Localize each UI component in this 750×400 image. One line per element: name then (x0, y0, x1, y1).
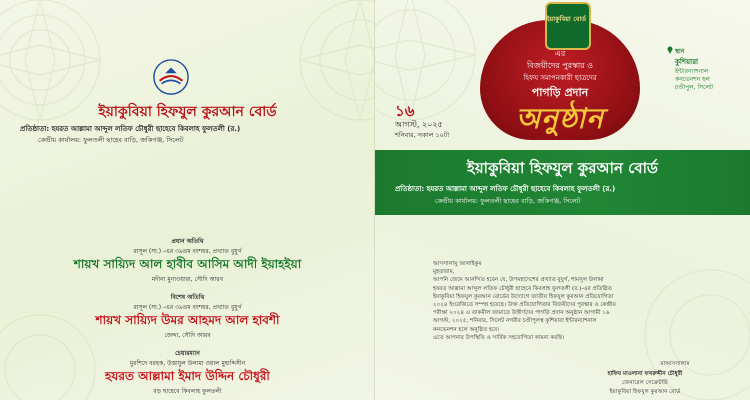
guest-prefix: রাসূল (সা.) -এর ৩৯তম বংশধর, প্রখ্যাত বুযুর্গ (133, 248, 242, 255)
letter-line: হযরত আল্লামা আব্দুল লতিফ চৌধুরী ছাহেবে কিবলাহ ফুলতলী (র.)-এর প্রতিষ্ঠিত (433, 285, 612, 292)
letter-line: কনভেনশন হলে অনুষ্ঠিত হবে। (433, 326, 500, 333)
venue-line: কনভেনশন হল (675, 76, 710, 83)
venue-line: কুশিয়ারা (675, 58, 699, 66)
guest-place: জেদ্দা, সৌদি আরব (164, 332, 211, 339)
signer-org: ইয়াকুবিয়া হিফযুল কুরআন বোর্ড (609, 389, 681, 395)
banner-line: এর (554, 49, 566, 58)
founder-line: প্রতিষ্ঠাতা: হযরত আল্লামা আব্দুল লতিফ চৌধুরী ছাহেবে কিবলাহ ফুলতলী (র.) (20, 125, 241, 133)
letter-closing: মাআসসালাম (660, 361, 690, 367)
guest-place: মদীনা মুনাওয়ারা, সৌদি আরব (151, 276, 224, 283)
signer-title: জেনারেল সেক্রেটারি (622, 380, 668, 386)
org-band-title: ইয়াকুবিয়া হিফযুল কুরআন বোর্ড (467, 159, 658, 177)
signer-name: হাফিয মাওলানা ফখরুদ্দীন চৌধুরী (607, 371, 683, 377)
badge-text: ইয়াকুবিয়া বোর্ড (545, 15, 587, 23)
invitation-letter (433, 260, 733, 342)
venue-line: চণ্ডীপুল, সিলেট (675, 84, 714, 91)
event-time: শনিবার, সকাল ১০টা (395, 131, 450, 139)
letter-line: ইয়াকুবিয়া হিফযুল কুরআন বোর্ডের উদ্যোগে জাতীয় হিফযুল কুরআন প্রতিযোগিতা (433, 293, 614, 300)
board-logo-icon (152, 58, 190, 96)
letter-address: মুহতারাম, (433, 269, 455, 276)
banner-line: পাগড়ি প্রদান (531, 86, 589, 99)
org-band-founder: প্রতিষ্ঠাতা: হযরত আল্লামা আব্দুল লতিফ চৌধুরী ছাহেবে কিবলাহ ফুলতলী (র.) (395, 185, 616, 193)
location-pin-icon (666, 46, 674, 54)
guest-name: শায়খ সায়্যিদ আল হাবীব আসিম আদী ইয়াহইয়া (73, 257, 302, 271)
event-month-year: আগস্ট, ২০২৫ (395, 120, 443, 129)
letter-line: আপনি জেনে আনন্দিত হবেন যে, উপমহাদেশের প্রখ্যাত বুযুর্গ, শামসুল উলামা (433, 277, 604, 284)
guest-place: বড় ছাহেবে কিবলাহ ফুলতলী (153, 388, 222, 395)
letter-line: পরীক্ষা ২০২৪ এ তাকমীল জামাতে উত্তীর্ণদের পাগড়ি প্রদান অনুষ্ঠান আগামী ১৬ (433, 310, 610, 317)
venue-line: ইন্টারন্যাশনাল (675, 68, 709, 75)
letter-line: আগস্ট, ২০২৫, শনিবার, সিলেট নগরীর চণ্ডীপুলস্থ কুশিয়ারা ইন্টারন্যাশনাল (433, 318, 597, 325)
guest-role: প্রধান অতিথি (171, 238, 204, 245)
banner-title: অনুষ্ঠান (515, 102, 605, 135)
event-day: ১৬ (395, 102, 415, 120)
guest-role: চেয়ারম্যান (175, 350, 200, 357)
guest-prefix: মুরশিদে বরহক, উস্তাযুল উলামা ওয়াল মুহাদ্দিসীন (129, 360, 246, 367)
guest-name: হযরত আল্লামা ইমাদ উদ্দিন চৌধুরী (105, 369, 270, 383)
banner-line: বিজয়ীদের পুরস্কার ও (526, 61, 593, 70)
org-title: ইয়াকুবিয়া হিফযুল কুরআন বোর্ড (98, 104, 277, 120)
letter-line: ২০২৪ ইংরেজিতে সম্পন্ন হয়েছে। উক্ত প্রতিযোগিতার বিজয়ীদের পুরস্কার ও কেন্দ্রীয় (433, 302, 616, 309)
contest-badge (545, 2, 591, 50)
invitation-right-page (375, 0, 750, 400)
guest-name: শায়খ সায়্যিদ উমর আহমদ আল হাবশী (95, 313, 280, 327)
banner-line: হিফয সমাপনকারী ছাত্রদের (523, 74, 597, 82)
letter-greeting: আসসালামু আলাইকুম (433, 261, 482, 267)
letter-line: এতে আপনার উপস্থিতি ও সার্বিক সহযোগিতা কামনা করছি। (433, 334, 565, 341)
office-address: কেন্দ্রীয় কার্যালয়: ফুলতলী ছাহেব বাড়ি, জকিগঞ্জ, সিলেট (38, 136, 184, 144)
guest-prefix: রাসূল (সা.) -এর ৩৯তম বংশধর, প্রখ্যাত বুযুর্গ (133, 304, 242, 311)
org-band-office: কেন্দ্রীয় কার্যালয়: ফুলতলী ছাহেব বাড়ি, জকিগঞ্জ, সিলেট (435, 197, 581, 205)
venue-label: স্থান (675, 48, 685, 55)
guest-role: বিশেষ অতিথি (170, 294, 205, 301)
